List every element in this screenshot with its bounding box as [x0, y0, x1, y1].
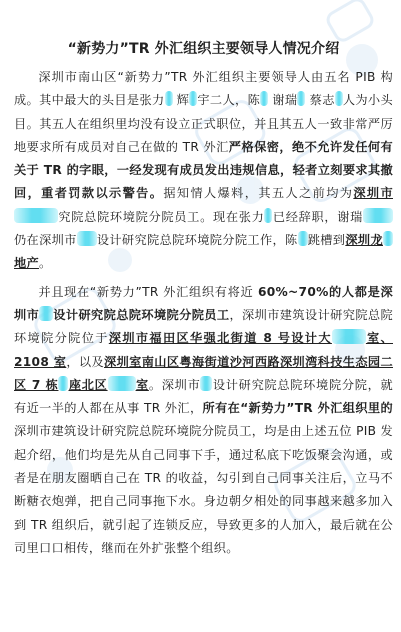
- p2-text-j: 室: [135, 377, 149, 392]
- redaction-mark: [77, 231, 97, 246]
- p1-text-b: 辉: [176, 93, 190, 108]
- redaction-mark: [200, 376, 212, 391]
- p1-text-n: 设计研究院总院环境院分院工作，陈: [96, 233, 298, 248]
- redaction-mark: [39, 306, 53, 321]
- p1-text-j: 究院总院环境院分院员工: [58, 209, 201, 224]
- p1-text-d: 谢瑞: [272, 93, 298, 108]
- redaction-mark: [260, 91, 268, 106]
- p1-text-f: 人为小头目。其五人在组织里均没有设立正式职位，并且其五人一致非常严厉地要求所有成员对自己在做的 TR 外汇: [14, 93, 393, 154]
- p2-text-m: 所有在“新势力”TR 外汇组织里的: [202, 401, 393, 416]
- paragraph-2: [14, 281, 393, 561]
- p1-text-e: 蔡志: [309, 93, 335, 108]
- p1-text-r: 。: [38, 256, 52, 271]
- p2-text-i: 座北区: [68, 377, 108, 392]
- p2-text-l: 设计研究院总院环境院分院，就有近一半的人都在从事 TR 外汇，: [14, 377, 394, 416]
- p1-text-h: 据知情人爆料，其五人之前均为: [163, 186, 354, 201]
- p1-text-q: 地产: [14, 256, 39, 271]
- paragraph-1: [14, 66, 393, 276]
- redaction-mark: [298, 231, 308, 246]
- redaction-mark: [363, 208, 393, 223]
- redaction-mark: [383, 231, 393, 246]
- p2-text-k: 。深圳市: [148, 377, 201, 392]
- p1-text-i: 深圳市: [353, 186, 393, 201]
- p2-text-c: 设计研究院总院环境院分院员工: [53, 307, 230, 322]
- p1-text-l: 已经辞职，谢瑞: [272, 209, 363, 224]
- p1-text-g: 严格保密，绝不允许发任何有关于 TR 的字眼，一经发现有成员发出违规信息，轻者立刻要求其撤回，重者罚款以示警告。: [14, 139, 393, 201]
- p2-text-n: 深圳市建筑设计研究院总院环境院分院员工，均是由上述五位 PIB 发起介绍，他们均是先从自己同事下手，通过私底下吃饭聚会沟通，或者是在朋友圈晒自己在 TR 的收益，勾引到自己同事关注后，立马不断糖衣炮弹，把自己同事拖下水。身边朝夕相处的同事越来越多加入到 TR 组织后，就引起了连锁反应，导致更多的人加入，最后就在公司里口口相传，继而在外扩张整个组织。: [14, 424, 393, 555]
- p1-text-m: 仍在深圳市: [14, 233, 77, 248]
- redaction-mark: [108, 376, 136, 391]
- p2-text-e: 深圳市福田区华强北街道 8 号设计大: [108, 331, 332, 346]
- document-title: “新势力”TR 外汇组织主要领导人情况介绍: [67, 41, 340, 57]
- redaction-mark: [335, 91, 343, 106]
- redaction-mark: [297, 91, 305, 106]
- p2-text-f: 室、2108 室: [14, 331, 393, 369]
- p2-text-a: 并且现在“新势力”TR 外汇组织有将近: [38, 284, 258, 299]
- redaction-mark: [332, 329, 366, 344]
- redaction-mark: [58, 376, 68, 391]
- p1-text-o: 跳槽到: [307, 233, 346, 248]
- redaction-mark: [14, 208, 58, 223]
- redaction-mark: [165, 91, 173, 106]
- p2-text-d: ，深圳市建筑设计研究院总院环境院分院位于: [14, 307, 393, 346]
- p2-text-b: 60%~70%的人都是深圳市: [14, 284, 393, 322]
- p1-text-p: 深圳龙: [345, 233, 383, 248]
- p1-text-k: 。现在张力: [200, 209, 265, 224]
- p1-text-a: 深圳市南山区“新势力”TR 外汇组织主要领导人由五名 PIB 构成。其中最大的头目是张力: [14, 70, 393, 108]
- p2-text-h: 深圳室南山区粤海街道沙河西路深圳湾科技生态园二区 7 栋: [14, 354, 393, 392]
- p2-text-g: ，以及: [66, 354, 105, 369]
- p1-text-c: 宇二人，陈: [197, 93, 261, 108]
